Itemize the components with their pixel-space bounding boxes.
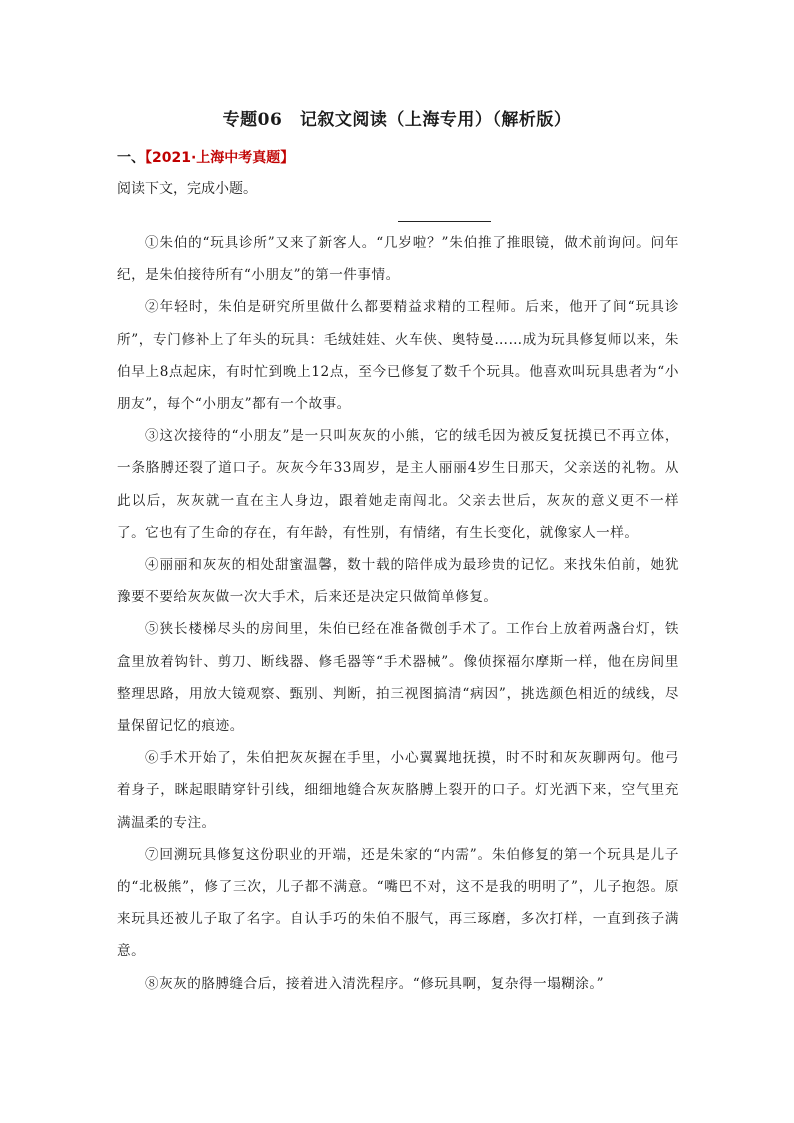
article-body [117,227,679,1000]
paragraph-8: ⑧灰灰的胳膊缝合后，接着进入清洗程序。“修玩具啊，复杂得一塌糊涂。” [145,975,605,992]
paragraph-4: ④丽丽和灰灰的相处甜蜜温馨，数十载的陪伴成为最珍贵的记忆。来找朱伯前，她犹豫要不要给灰灰做一次大手术，后来还是决定只做简单修复。 [117,557,679,606]
paragraph-7: ⑦回溯玩具修复这份职业的开端，还是朱家的“内需”。朱伯修复的第一个玩具是儿子的“北极熊”，修了三次，儿子都不满意。“嘴巴不对，这不是我的明明了”，儿子抱怨。原来玩具还被儿子取了名字。自认手巧的朱伯不服气，再三琢磨，多次打样，一直到孩子满意。 [117,846,679,960]
section-heading [117,147,294,167]
paragraph-3: ③这次接待的“小朋友”是一只叫灰灰的小熊，它的绒毛因为被反复抚摸已不再立体，一条胳膊还裂了道口子。灰灰今年33周岁，是主人丽丽4岁生日那天，父亲送的礼物。从此以后，灰灰就一直在主人身边，跟着她走南闯北。父亲去世后，灰灰的意义更不一样了。它也有了生命的存在，有年龄，有性别，有情绪，有生长变化，就像家人一样。 [117,428,679,541]
paragraph-2: ②年轻时，朱伯是研究所里做什么都要精益求精的工程师。后来，他开了间“玩具诊所”，专门修补上了年头的玩具：毛绒娃娃、火车侠、奥特曼……成为玩具修复师以来，朱伯早上8点起床，有时忙到晚上12点，至今已修复了数千个玩具。他喜欢叫玩具患者为“小朋友”，每个“小朋友”都有一个故事。 [117,299,679,413]
section-source: 【2021·上海中考真题】 [145,150,295,166]
divider-line [398,221,491,222]
paragraph-1: ①朱伯的“玩具诊所”又来了新客人。“几岁啦？”朱伯推了推眼镜，做术前询问。问年纪，是朱伯接待所有“小朋友”的第一件事情。 [117,235,679,284]
reading-instruction: 阅读下文，完成小题。 [117,181,257,197]
paragraph-6: ⑥手术开始了，朱伯把灰灰握在手里，小心翼翼地抚摸，时不时和灰灰聊两句。他弓着身子，眯起眼睛穿针引线，细细地缝合灰灰胳膊上裂开的口子。灯光洒下来，空气里充满温柔的专注。 [117,750,679,831]
paragraph-5: ⑤狭长楼梯尽头的房间里，朱伯已经在准备微创手术了。工作台上放着两盏台灯，铁盒里放着钩针、剪刀、断线器、修毛器等“手术器械”。像侦探福尔摩斯一样，他在房间里整理思路，用放大镜观察、甄别、判断，拍三视图搞清“病因”，挑选颜色相近的绒线，尽量保留记忆的痕迹。 [117,621,679,735]
document-title: 专题06 记叙文阅读（上海专用）（解析版） [222,110,572,130]
section-number: 一、 [117,150,145,166]
